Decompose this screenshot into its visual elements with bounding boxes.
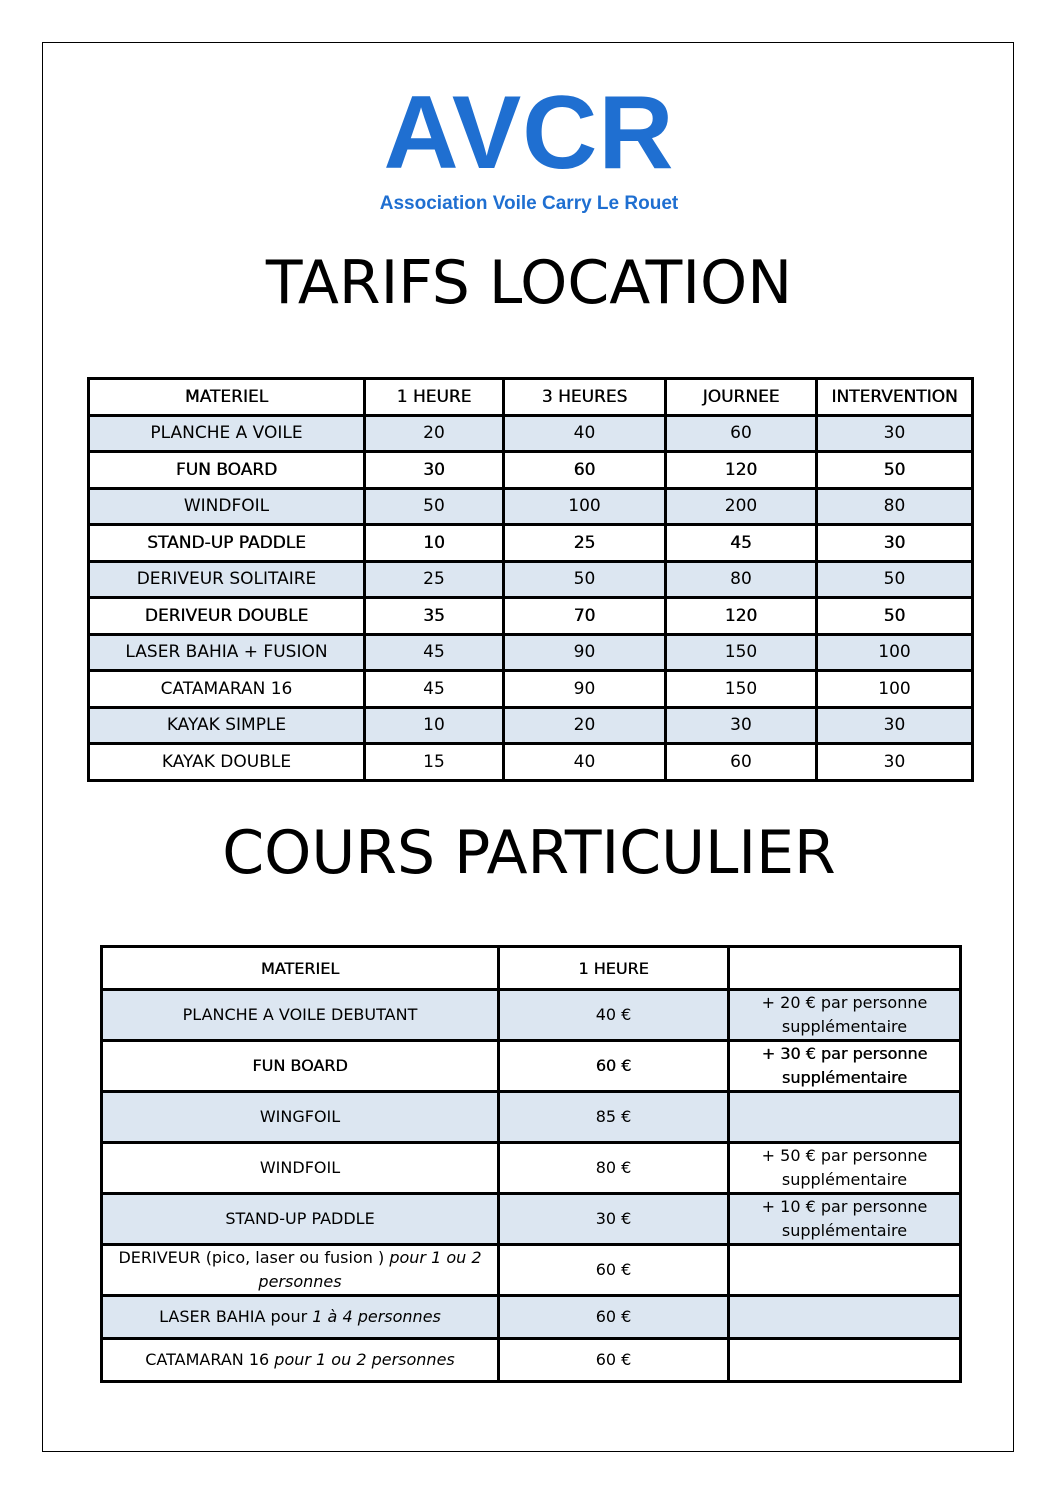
table-row: [89, 671, 973, 708]
price-cell: 60 €: [499, 1296, 729, 1339]
header-1-heure: 1 HEURE: [365, 379, 504, 416]
price-cell: 30: [817, 707, 973, 744]
material-cell: [102, 1041, 499, 1092]
logo-tagline: Association Voile Carry Le Rouet: [379, 193, 679, 214]
material-cell: [102, 1245, 499, 1296]
header-1-heure: 1 HEURE: [499, 947, 729, 990]
table-row: [89, 707, 973, 744]
price-cell: 120: [666, 598, 817, 635]
material-cell: [102, 990, 499, 1041]
price-cell: 50: [504, 561, 666, 598]
price-cell: 20: [504, 707, 666, 744]
price-cell: 70: [504, 598, 666, 635]
table-row: [89, 452, 973, 489]
table-row: [102, 1143, 961, 1194]
extra-person-cell: [729, 1092, 961, 1143]
rental-rates-table: [87, 377, 974, 782]
header-3-heures: 3 HEURES: [504, 379, 666, 416]
price-cell: 30: [666, 707, 817, 744]
extra-person-cell: + 50 € par personne supplémentaire: [729, 1143, 961, 1194]
material-cell: KAYAK SIMPLE: [89, 707, 365, 744]
material-cell: [102, 1296, 499, 1339]
table-row: [89, 561, 973, 598]
price-cell: 100: [817, 634, 973, 671]
price-cell: 80: [817, 488, 973, 525]
price-cell: 40 €: [499, 990, 729, 1041]
material-cell: FUN BOARD: [89, 452, 365, 489]
price-cell: 60 €: [499, 1041, 729, 1092]
price-cell: 150: [666, 634, 817, 671]
material-cell: STAND-UP PADDLE: [89, 525, 365, 562]
extra-person-cell: + 30 € par personne supplémentaire: [729, 1041, 961, 1092]
table-row: [89, 634, 973, 671]
table-row: [89, 525, 973, 562]
table-row: [102, 1296, 961, 1339]
table-row: [89, 415, 973, 452]
price-cell: 45: [365, 671, 504, 708]
table-header-row: [102, 947, 961, 990]
price-cell: 50: [817, 561, 973, 598]
price-cell: 50: [817, 598, 973, 635]
header-materiel: MATERIEL: [89, 379, 365, 416]
table-row: [102, 1041, 961, 1092]
price-cell: 30: [817, 415, 973, 452]
extra-person-cell: + 10 € par personne supplémentaire: [729, 1194, 961, 1245]
price-cell: 25: [365, 561, 504, 598]
material-note: 1 à 4 personnes: [312, 1307, 441, 1326]
header-extra: [729, 947, 961, 990]
price-cell: 30 €: [499, 1194, 729, 1245]
price-cell: 90: [504, 671, 666, 708]
table-row: [102, 990, 961, 1041]
table-row: [102, 1245, 961, 1296]
material-label: WINGFOIL: [259, 1107, 341, 1126]
extra-person-cell: [729, 1339, 961, 1382]
price-cell: 150: [666, 671, 817, 708]
material-label: FUN BOARD: [252, 1056, 348, 1075]
material-note: pour 1 ou 2 personnes: [258, 1248, 482, 1291]
material-cell: WINDFOIL: [89, 488, 365, 525]
lessons-rates-table: [100, 945, 962, 1383]
table-row: [102, 1092, 961, 1143]
price-cell: 100: [504, 488, 666, 525]
table-row: [102, 1339, 961, 1382]
material-cell: LASER BAHIA + FUSION: [89, 634, 365, 671]
table-row: [102, 1194, 961, 1245]
price-cell: 50: [365, 488, 504, 525]
material-cell: [102, 1194, 499, 1245]
price-cell: 45: [365, 634, 504, 671]
price-cell: 100: [817, 671, 973, 708]
material-cell: DERIVEUR DOUBLE: [89, 598, 365, 635]
material-label: DERIVEUR (pico, laser ou fusion ): [118, 1248, 385, 1267]
table-row: [89, 488, 973, 525]
price-cell: 20: [365, 415, 504, 452]
price-cell: 80: [666, 561, 817, 598]
header-materiel: MATERIEL: [102, 947, 499, 990]
price-cell: 85 €: [499, 1092, 729, 1143]
extra-person-cell: + 20 € par personne supplémentaire: [729, 990, 961, 1041]
price-cell: 60: [666, 415, 817, 452]
price-cell: 15: [365, 744, 504, 781]
header-intervention: INTERVENTION: [817, 379, 973, 416]
price-cell: 60: [504, 452, 666, 489]
table-row: [89, 744, 973, 781]
price-cell: 80 €: [499, 1143, 729, 1194]
rental-title: TARIFS LOCATION: [265, 248, 793, 318]
material-label: STAND-UP PADDLE: [225, 1209, 375, 1228]
price-cell: 35: [365, 598, 504, 635]
material-label: WINDFOIL: [259, 1158, 341, 1177]
material-note: pour 1 ou 2 personnes: [274, 1350, 455, 1369]
price-cell: 120: [666, 452, 817, 489]
table-row: [89, 598, 973, 635]
price-cell: 60 €: [499, 1339, 729, 1382]
price-cell: 30: [817, 525, 973, 562]
price-cell: 90: [504, 634, 666, 671]
material-cell: [102, 1143, 499, 1194]
extra-person-cell: [729, 1296, 961, 1339]
material-label: CATAMARAN 16: [145, 1350, 270, 1369]
price-cell: 25: [504, 525, 666, 562]
price-cell: 40: [504, 415, 666, 452]
price-cell: 10: [365, 707, 504, 744]
material-cell: PLANCHE A VOILE: [89, 415, 365, 452]
header-journee: JOURNEE: [666, 379, 817, 416]
avcr-logo: AVCR: [383, 75, 675, 191]
price-cell: 10: [365, 525, 504, 562]
price-cell: 30: [817, 744, 973, 781]
price-cell: 50: [817, 452, 973, 489]
material-label: LASER BAHIA pour: [159, 1307, 308, 1326]
price-cell: 60: [666, 744, 817, 781]
material-label: PLANCHE A VOILE DEBUTANT: [182, 1005, 418, 1024]
price-cell: 200: [666, 488, 817, 525]
price-cell: 30: [365, 452, 504, 489]
price-cell: 40: [504, 744, 666, 781]
material-cell: [102, 1339, 499, 1382]
material-cell: KAYAK DOUBLE: [89, 744, 365, 781]
price-cell: 45: [666, 525, 817, 562]
material-cell: CATAMARAN 16: [89, 671, 365, 708]
table-header-row: [89, 379, 973, 416]
price-cell: 60 €: [499, 1245, 729, 1296]
material-cell: DERIVEUR SOLITAIRE: [89, 561, 365, 598]
lessons-title: COURS PARTICULIER: [222, 818, 836, 888]
extra-person-cell: [729, 1245, 961, 1296]
material-cell: [102, 1092, 499, 1143]
